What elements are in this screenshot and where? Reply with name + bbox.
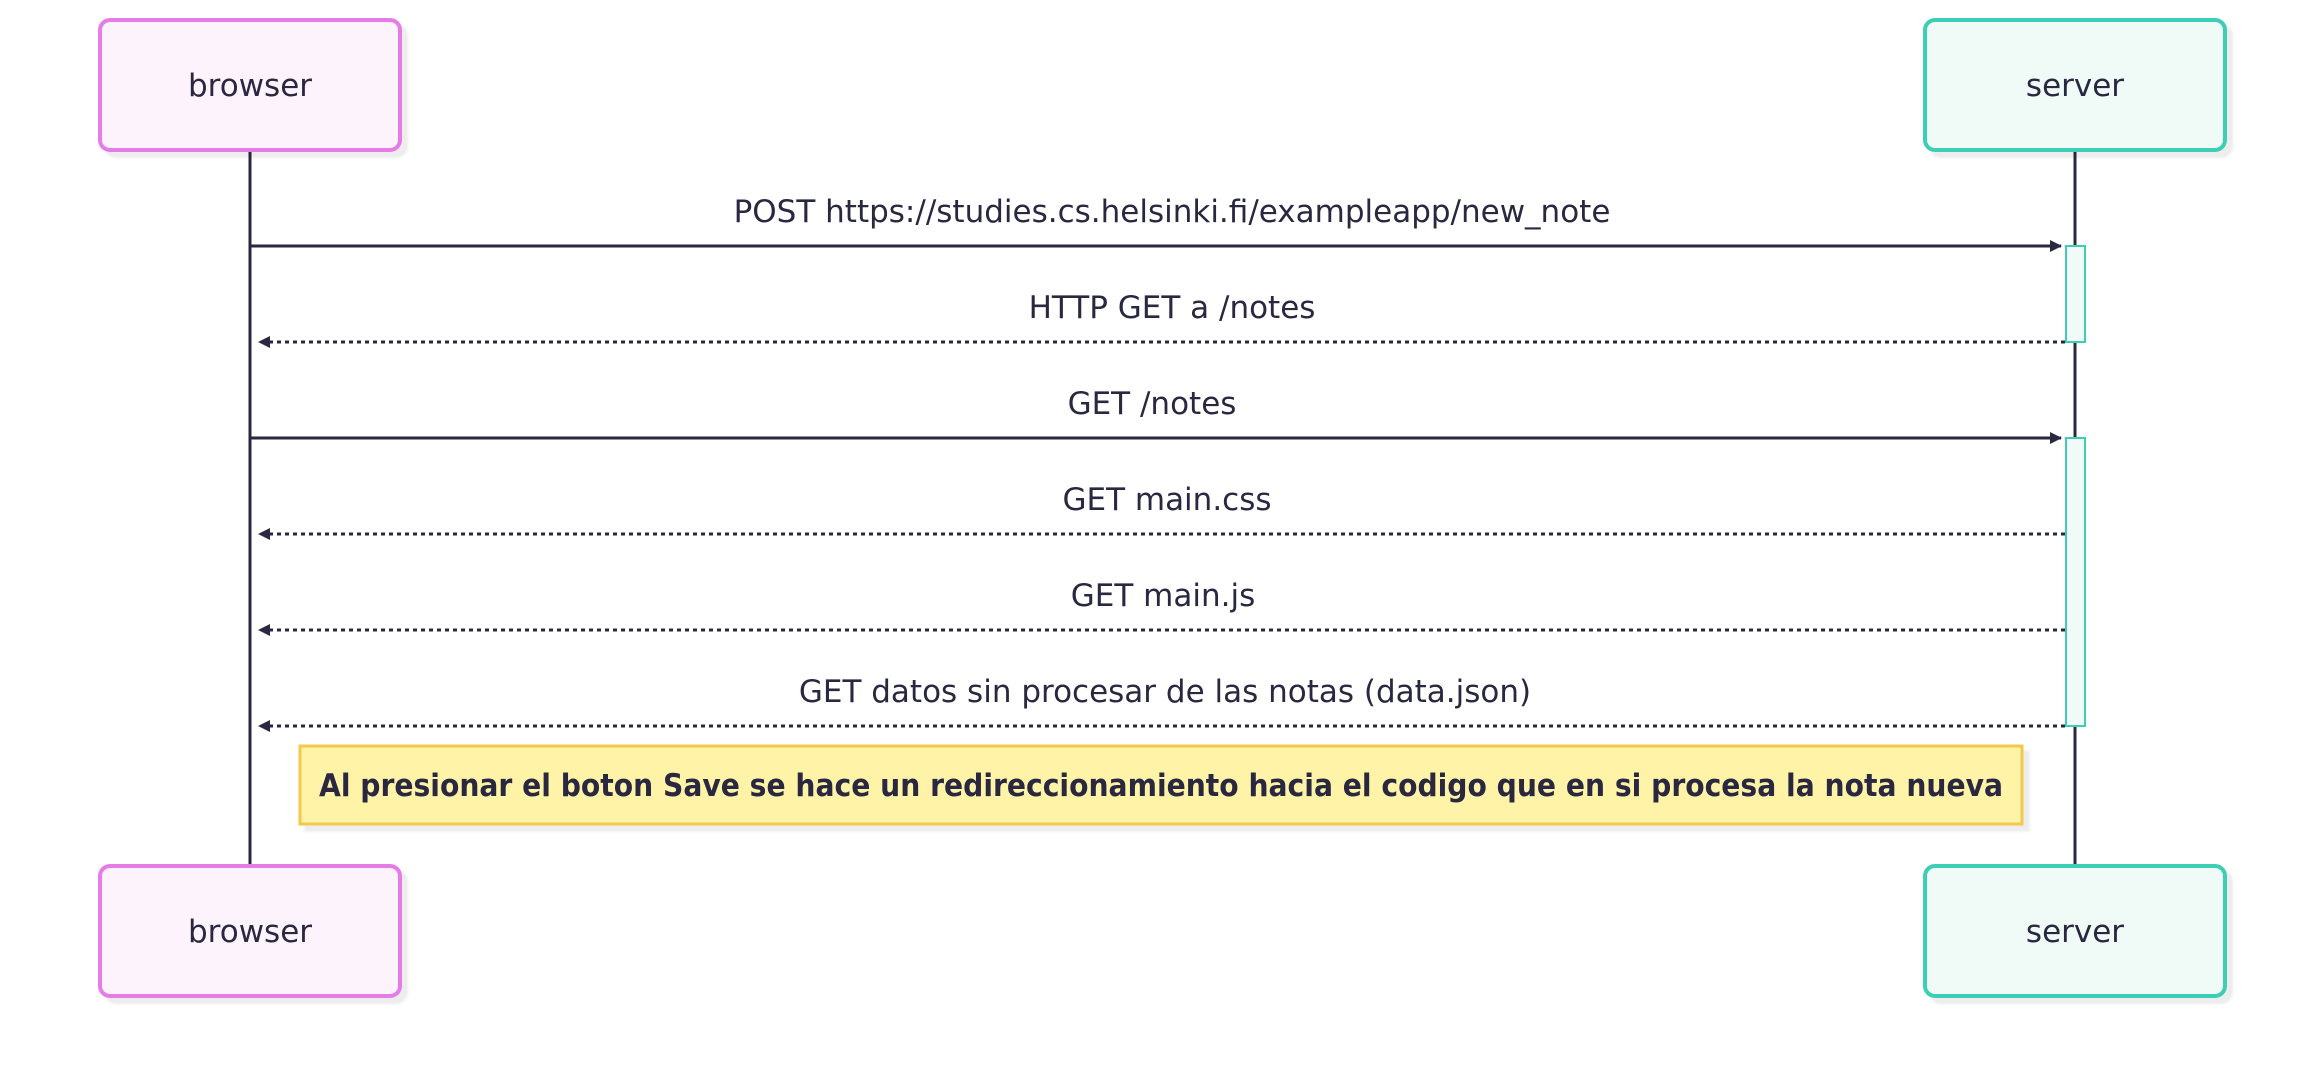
- message-get-notes: [251, 386, 2061, 438]
- participant-label: browser: [187, 68, 313, 104]
- message-label: POST https://studies.cs.helsinki.fi/exampleapp/new_note: [733, 194, 1611, 230]
- message-get-main-js: [259, 578, 2065, 630]
- message-get-data-json: [259, 674, 2065, 726]
- server-activation-bar: [2066, 246, 2085, 342]
- message-label: GET /notes: [1067, 386, 1237, 422]
- message-get-main-css: [259, 482, 2065, 534]
- participant-label: server: [2025, 914, 2125, 950]
- participant-browser-bottom: [100, 866, 400, 996]
- note-text: Al presionar el boton Save se hace un redireccionamiento hacia el codigo que en si procesa la nota nueva: [319, 768, 2003, 804]
- participant-label: browser: [187, 914, 313, 950]
- message-http-get-notes-redirect: [259, 290, 2065, 342]
- message-label: GET datos sin procesar de las notas (data.json): [798, 674, 1532, 710]
- message-label: GET main.js: [1070, 578, 1256, 614]
- message-label: GET main.css: [1062, 482, 1272, 518]
- message-label: HTTP GET a /notes: [1028, 290, 1316, 326]
- note: [300, 746, 2022, 824]
- participant-browser-top: [100, 20, 400, 150]
- server-activation-bar: [2066, 438, 2085, 726]
- message-post-new-note: [251, 194, 2061, 246]
- participant-server-bottom: [1925, 866, 2225, 996]
- participant-label: server: [2025, 68, 2125, 104]
- participant-server-top: [1925, 20, 2225, 150]
